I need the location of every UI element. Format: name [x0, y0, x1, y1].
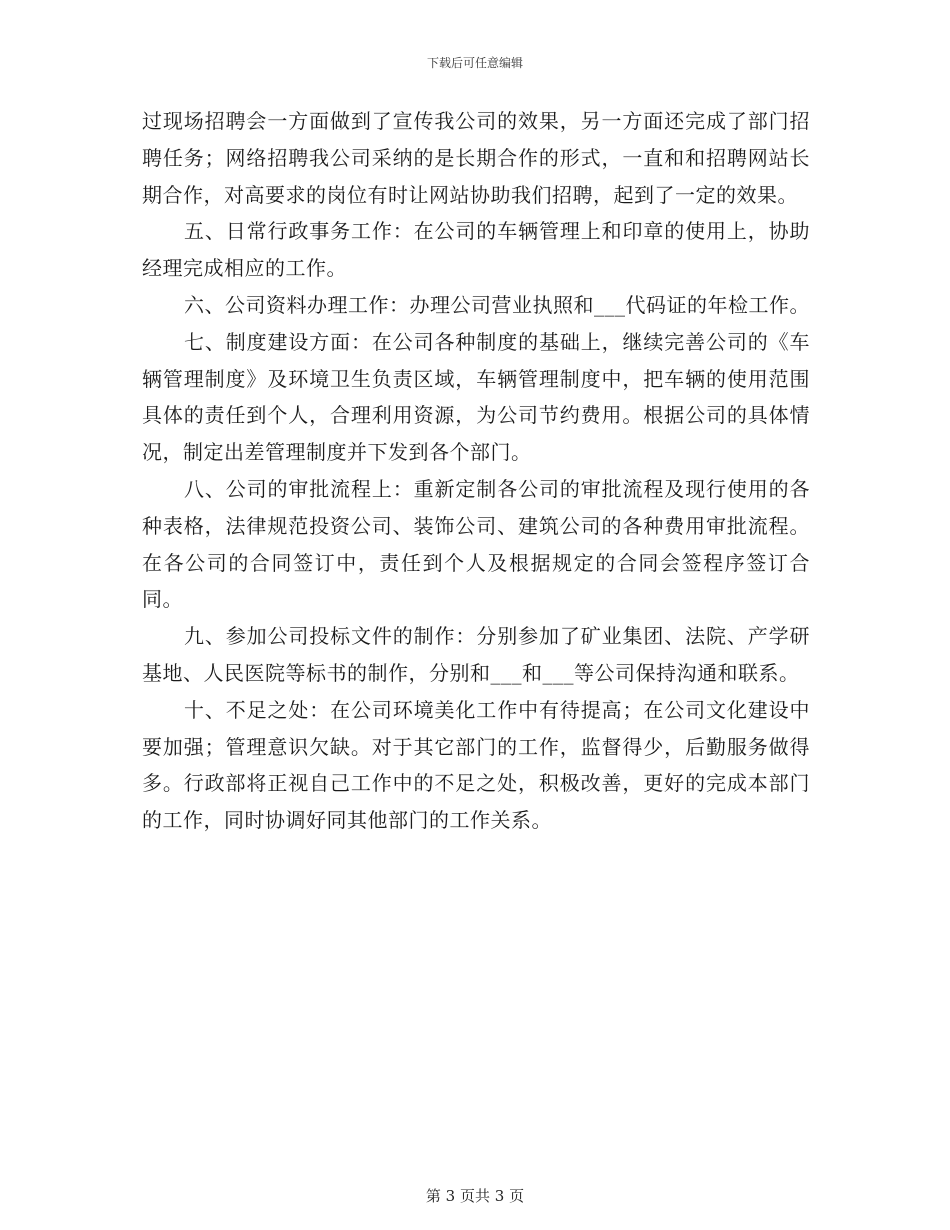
paragraph-item-5: 五、日常行政事务工作：在公司的车辆管理上和印章的使用上，协助经理完成相应的工作。: [142, 219, 810, 281]
paragraph-item-7: 七、制度建设方面：在公司各种制度的基础上，继续完善公司的《车辆管理制度》及环境卫生负责区域，车辆管理制度中，把车辆的使用范围具体的责任到个人，合理利用资源，为公司节约费用。根据公司的具体情况，制定出差管理制度并下发到各个部门。: [142, 329, 810, 465]
paragraph-item-6: 六、公司资料办理工作：办理公司营业执照和___代码证的年检工作。: [184, 292, 810, 317]
paragraph-continuation: 过现场招聘会一方面做到了宣传我公司的效果，另一方面还完成了部门招聘任务；网络招聘我公司采纳的是长期合作的形式，一直和和招聘网站长期合作，对高要求的岗位有时让网站协助我们招聘，起到了一定的效果。: [142, 109, 810, 207]
paragraph-item-8: 八、公司的审批流程上：重新定制各公司的审批流程及现行使用的各种表格，法律规范投资公司、装饰公司、建筑公司的各种费用审批流程。在各公司的合同签订中，责任到个人及根据规定的合同会签程序签订合同。: [142, 476, 810, 612]
paragraph-item-9: 九、参加公司投标文件的制作：分别参加了矿业集团、法院、产学研基地、人民医院等标书的制作，分别和___和___等公司保持沟通和联系。: [142, 624, 810, 685]
paragraph-item-10: 十、不足之处：在公司环境美化工作中有待提高；在公司文化建设中要加强；管理意识欠缺。对于其它部门的工作，监督得少，后勤服务做得多。行政部将正视自己工作中的不足之处，积极改善，更好的完成本部门的工作，同时协调好同其他部门的工作关系。: [142, 697, 810, 833]
document-body: [142, 103, 810, 839]
page-number: 第 3 页共 3 页: [425, 1187, 525, 1205]
page-header: 下载后可任意编辑: [426, 56, 523, 70]
